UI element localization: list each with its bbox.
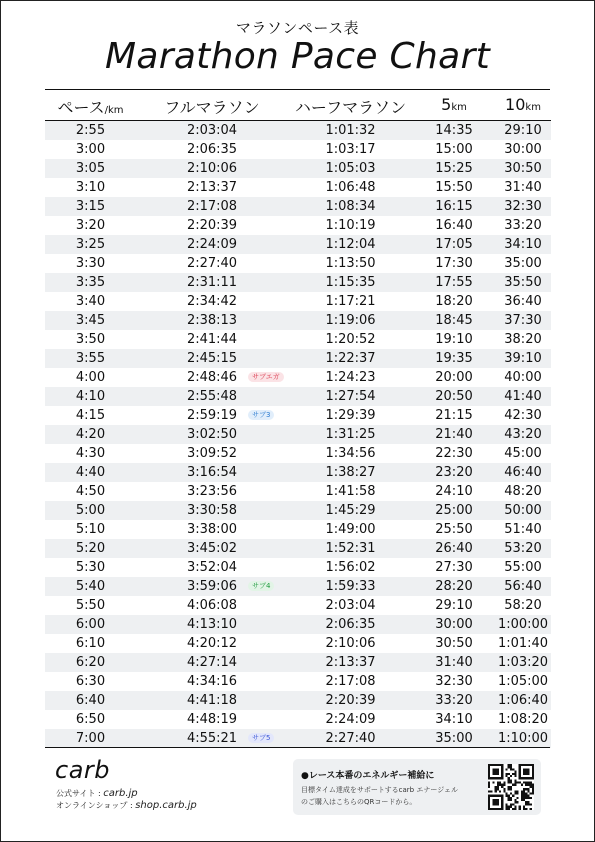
- promo-line-1: 目標タイム達成をサポートするcarb エナージェル: [301, 786, 459, 794]
- cell-pace: 3:05: [75, 161, 106, 176]
- cell-10k: 48:20: [504, 484, 542, 499]
- table-row: [45, 596, 551, 615]
- brand-logo: carb: [55, 756, 111, 784]
- cell-5k: 22:30: [435, 446, 473, 461]
- table-row: [45, 254, 551, 273]
- cell-5k: 27:30: [435, 560, 473, 575]
- cell-half-marathon: 1:29:39: [325, 408, 376, 423]
- cell-half-marathon: 1:01:32: [325, 123, 376, 138]
- cell-half-marathon: 1:34:56: [325, 446, 376, 461]
- cell-10k: 40:00: [504, 370, 542, 385]
- cell-half-marathon: 1:52:31: [325, 541, 376, 556]
- table-row: [45, 539, 551, 558]
- table-row: [45, 520, 551, 539]
- cell-10k: 43:20: [504, 427, 542, 442]
- cell-pace: 6:10: [75, 636, 106, 651]
- cell-5k: 17:05: [435, 237, 473, 252]
- table-row: [45, 729, 551, 748]
- cell-half-marathon: 1:10:19: [325, 218, 376, 233]
- cell-10k: 1:01:40: [497, 636, 549, 651]
- table-row: [45, 710, 551, 729]
- cell-half-marathon: 2:17:08: [325, 674, 376, 689]
- table-header: [45, 90, 551, 121]
- cell-full-marathon: 3:45:02: [186, 541, 238, 556]
- footer-rule: [45, 747, 550, 748]
- cell-5k: 26:40: [435, 541, 473, 556]
- goal-badge: サブエガ: [248, 372, 284, 382]
- cell-10k: 31:40: [504, 180, 542, 195]
- cell-pace: 6:30: [75, 674, 106, 689]
- cell-5k: 16:15: [435, 199, 473, 214]
- cell-pace: 3:35: [75, 275, 106, 290]
- cell-5k: 33:20: [435, 693, 473, 708]
- cell-pace: 6:00: [75, 617, 106, 632]
- cell-10k: 33:20: [504, 218, 542, 233]
- goal-badge: サブ4: [248, 581, 274, 591]
- cell-half-marathon: 2:27:40: [325, 731, 376, 746]
- header-full-marathon: フルマラソン: [164, 98, 260, 117]
- cell-10k: 35:50: [504, 275, 542, 290]
- cell-full-marathon: 2:31:11: [186, 275, 238, 290]
- cell-5k: 15:25: [435, 161, 473, 176]
- cell-10k: 1:06:40: [497, 693, 549, 708]
- cell-pace: 5:20: [75, 541, 106, 556]
- table-row: [45, 577, 551, 596]
- table-row: [45, 349, 551, 368]
- cell-full-marathon: 3:02:50: [186, 427, 238, 442]
- cell-5k: 21:15: [435, 408, 473, 423]
- cell-full-marathon: 2:38:13: [186, 313, 238, 328]
- cell-full-marathon: 4:13:10: [186, 617, 238, 632]
- table-row: [45, 140, 551, 159]
- table-row: [45, 273, 551, 292]
- cell-5k: 28:20: [435, 579, 473, 594]
- cell-5k: 16:40: [435, 218, 473, 233]
- cell-full-marathon: 2:24:09: [186, 237, 238, 252]
- cell-full-marathon: 2:45:15: [186, 351, 238, 366]
- cell-10k: 1:10:00: [497, 731, 549, 746]
- cell-pace: 5:10: [75, 522, 106, 537]
- cell-full-marathon: 4:27:14: [186, 655, 238, 670]
- cell-pace: 3:55: [75, 351, 106, 366]
- cell-half-marathon: 2:10:06: [325, 636, 376, 651]
- cell-pace: 3:45: [75, 313, 106, 328]
- official-site-line: 公式サイト : carb.jp: [56, 788, 138, 799]
- cell-pace: 3:30: [75, 256, 106, 271]
- online-shop-line: オンラインショップ : shop.carb.jp: [56, 800, 197, 811]
- cell-half-marathon: 1:45:29: [325, 503, 376, 518]
- cell-5k: 14:35: [435, 123, 473, 138]
- cell-pace: 6:20: [75, 655, 106, 670]
- cell-10k: 39:10: [504, 351, 542, 366]
- cell-half-marathon: 1:13:50: [325, 256, 376, 271]
- cell-half-marathon: 1:22:37: [325, 351, 376, 366]
- cell-10k: 1:00:00: [497, 617, 549, 632]
- cell-full-marathon: 3:23:56: [186, 484, 238, 499]
- table-row: [45, 311, 551, 330]
- cell-full-marathon: 2:48:46: [186, 370, 238, 385]
- cell-pace: 4:15: [75, 408, 106, 423]
- cell-5k: 32:30: [435, 674, 473, 689]
- cell-pace: 4:20: [75, 427, 106, 442]
- cell-full-marathon: 4:55:21: [186, 731, 238, 746]
- subtitle-japanese: マラソンペース表: [235, 19, 360, 37]
- cell-10k: 34:10: [504, 237, 542, 252]
- cell-10k: 1:08:20: [497, 712, 549, 727]
- cell-full-marathon: 3:59:06: [186, 579, 238, 594]
- cell-full-marathon: 2:27:40: [186, 256, 238, 271]
- cell-5k: 19:10: [435, 332, 473, 347]
- table-row: [45, 406, 551, 425]
- cell-10k: 51:40: [504, 522, 542, 537]
- cell-pace: 2:55: [75, 123, 106, 138]
- cell-10k: 29:10: [504, 123, 542, 138]
- cell-full-marathon: 4:41:18: [186, 693, 238, 708]
- cell-10k: 38:20: [504, 332, 542, 347]
- cell-full-marathon: 4:20:12: [186, 636, 238, 651]
- cell-pace: 5:50: [75, 598, 106, 613]
- cell-full-marathon: 3:38:00: [186, 522, 238, 537]
- cell-full-marathon: 2:55:48: [186, 389, 238, 404]
- table-row: [45, 672, 551, 691]
- cell-half-marathon: 2:06:35: [325, 617, 376, 632]
- cell-pace: 3:25: [75, 237, 106, 252]
- page-title: Marathon Pace Chart: [105, 36, 490, 77]
- table-row: [45, 634, 551, 653]
- cell-full-marathon: 2:03:04: [186, 123, 238, 138]
- table-row: [45, 292, 551, 311]
- cell-10k: 1:05:00: [497, 674, 549, 689]
- cell-full-marathon: 4:34:16: [186, 674, 238, 689]
- cell-full-marathon: 2:13:37: [186, 180, 238, 195]
- cell-5k: 34:10: [435, 712, 473, 727]
- cell-full-marathon: 4:48:19: [186, 712, 238, 727]
- cell-half-marathon: 1:15:35: [325, 275, 376, 290]
- cell-full-marathon: 2:20:39: [186, 218, 238, 233]
- cell-pace: 3:10: [75, 180, 106, 195]
- table-row: [45, 463, 551, 482]
- cell-half-marathon: 1:03:17: [325, 142, 376, 157]
- cell-5k: 18:45: [435, 313, 473, 328]
- cell-half-marathon: 1:08:34: [325, 199, 376, 214]
- table-row: [45, 653, 551, 672]
- cell-full-marathon: 3:09:52: [186, 446, 238, 461]
- cell-half-marathon: 2:24:09: [325, 712, 376, 727]
- promo-title: ●レース本番のエネルギー補給に: [301, 771, 435, 781]
- table-row: [45, 691, 551, 710]
- cell-5k: 20:00: [435, 370, 473, 385]
- cell-pace: 5:00: [75, 503, 106, 518]
- pace-table: [45, 121, 551, 748]
- cell-full-marathon: 2:17:08: [186, 199, 238, 214]
- cell-5k: 31:40: [435, 655, 473, 670]
- cell-5k: 25:50: [435, 522, 473, 537]
- cell-half-marathon: 2:13:37: [325, 655, 376, 670]
- table-row: [45, 444, 551, 463]
- promo-box: [293, 759, 541, 815]
- cell-10k: 50:00: [504, 503, 542, 518]
- goal-badge: サブ5: [248, 733, 274, 743]
- cell-5k: 15:00: [435, 142, 473, 157]
- cell-pace: 3:20: [75, 218, 106, 233]
- cell-full-marathon: 2:34:42: [186, 294, 238, 309]
- cell-half-marathon: 1:24:23: [325, 370, 376, 385]
- cell-5k: 30:00: [435, 617, 473, 632]
- header-half-marathon: ハーフマラソン: [294, 98, 407, 117]
- cell-half-marathon: 1:20:52: [325, 332, 376, 347]
- cell-half-marathon: 1:56:02: [325, 560, 376, 575]
- table-row: [45, 482, 551, 501]
- cell-5k: 24:10: [435, 484, 473, 499]
- header-pace: ペース/km: [57, 98, 124, 117]
- cell-10k: 45:00: [504, 446, 542, 461]
- cell-pace: 4:30: [75, 446, 106, 461]
- table-row: [45, 178, 551, 197]
- cell-pace: 4:00: [75, 370, 106, 385]
- cell-5k: 23:20: [435, 465, 473, 480]
- cell-5k: 18:20: [435, 294, 473, 309]
- cell-pace: 7:00: [75, 731, 106, 746]
- cell-pace: 3:00: [75, 142, 106, 157]
- cell-full-marathon: 2:10:06: [186, 161, 238, 176]
- cell-5k: 17:30: [435, 256, 473, 271]
- cell-10k: 35:00: [504, 256, 542, 271]
- cell-10k: 56:40: [504, 579, 542, 594]
- cell-pace: 5:40: [75, 579, 106, 594]
- cell-full-marathon: 2:06:35: [186, 142, 238, 157]
- cell-5k: 29:10: [435, 598, 473, 613]
- official-site-link[interactable]: carb.jp: [103, 788, 138, 799]
- cell-full-marathon: 3:52:04: [186, 560, 238, 575]
- cell-pace: 4:10: [75, 389, 106, 404]
- header-10k: 10km: [505, 95, 541, 114]
- cell-10k: 53:20: [504, 541, 542, 556]
- online-shop-link[interactable]: shop.carb.jp: [135, 800, 197, 811]
- table-row: [45, 615, 551, 634]
- cell-half-marathon: 1:06:48: [325, 180, 376, 195]
- table-row: [45, 216, 551, 235]
- cell-half-marathon: 1:49:00: [325, 522, 376, 537]
- cell-half-marathon: 1:27:54: [325, 389, 376, 404]
- cell-full-marathon: 4:06:08: [186, 598, 238, 613]
- cell-5k: 25:00: [435, 503, 473, 518]
- cell-half-marathon: 1:59:33: [325, 579, 376, 594]
- table-row: [45, 425, 551, 444]
- table-row: [45, 197, 551, 216]
- cell-half-marathon: 1:05:03: [325, 161, 376, 176]
- cell-half-marathon: 1:38:27: [325, 465, 376, 480]
- cell-5k: 21:40: [435, 427, 473, 442]
- cell-10k: 36:40: [504, 294, 542, 309]
- goal-badge: サブ3: [248, 410, 274, 420]
- cell-full-marathon: 2:59:19: [186, 408, 238, 423]
- cell-pace: 3:15: [75, 199, 106, 214]
- header-5k: 5km: [441, 95, 467, 114]
- table-row: [45, 368, 551, 387]
- cell-pace: 6:40: [75, 693, 106, 708]
- cell-5k: 19:35: [435, 351, 473, 366]
- table-row: [45, 558, 551, 577]
- cell-full-marathon: 2:41:44: [186, 332, 238, 347]
- cell-pace: 4:50: [75, 484, 106, 499]
- cell-pace: 5:30: [75, 560, 106, 575]
- cell-10k: 41:40: [504, 389, 542, 404]
- cell-half-marathon: 2:03:04: [325, 598, 376, 613]
- cell-10k: 46:40: [504, 465, 542, 480]
- qr-code-icon[interactable]: [488, 764, 534, 810]
- cell-5k: 35:00: [435, 731, 473, 746]
- cell-10k: 58:20: [504, 598, 542, 613]
- cell-half-marathon: 1:19:06: [325, 313, 376, 328]
- cell-10k: 55:00: [504, 560, 542, 575]
- cell-5k: 20:50: [435, 389, 473, 404]
- cell-10k: 30:00: [504, 142, 542, 157]
- cell-pace: 4:40: [75, 465, 106, 480]
- table-row: [45, 235, 551, 254]
- cell-pace: 3:50: [75, 332, 106, 347]
- cell-half-marathon: 1:31:25: [325, 427, 376, 442]
- table-row: [45, 159, 551, 178]
- cell-full-marathon: 3:16:54: [186, 465, 238, 480]
- table-row: [45, 387, 551, 406]
- cell-full-marathon: 3:30:58: [186, 503, 238, 518]
- cell-10k: 37:30: [504, 313, 542, 328]
- table-row: [45, 330, 551, 349]
- cell-half-marathon: 2:20:39: [325, 693, 376, 708]
- cell-pace: 3:40: [75, 294, 106, 309]
- table-row: [45, 121, 551, 140]
- cell-5k: 15:50: [435, 180, 473, 195]
- cell-5k: 30:50: [435, 636, 473, 651]
- table-row: [45, 501, 551, 520]
- cell-10k: 30:50: [504, 161, 542, 176]
- cell-half-marathon: 1:17:21: [325, 294, 376, 309]
- cell-half-marathon: 1:12:04: [325, 237, 376, 252]
- cell-10k: 42:30: [504, 408, 542, 423]
- cell-5k: 17:55: [435, 275, 473, 290]
- promo-line-2: のご購入はこちらのQRコードから。: [301, 798, 417, 806]
- cell-10k: 1:03:20: [497, 655, 549, 670]
- cell-half-marathon: 1:41:58: [325, 484, 376, 499]
- cell-10k: 32:30: [504, 199, 542, 214]
- cell-pace: 6:50: [75, 712, 106, 727]
